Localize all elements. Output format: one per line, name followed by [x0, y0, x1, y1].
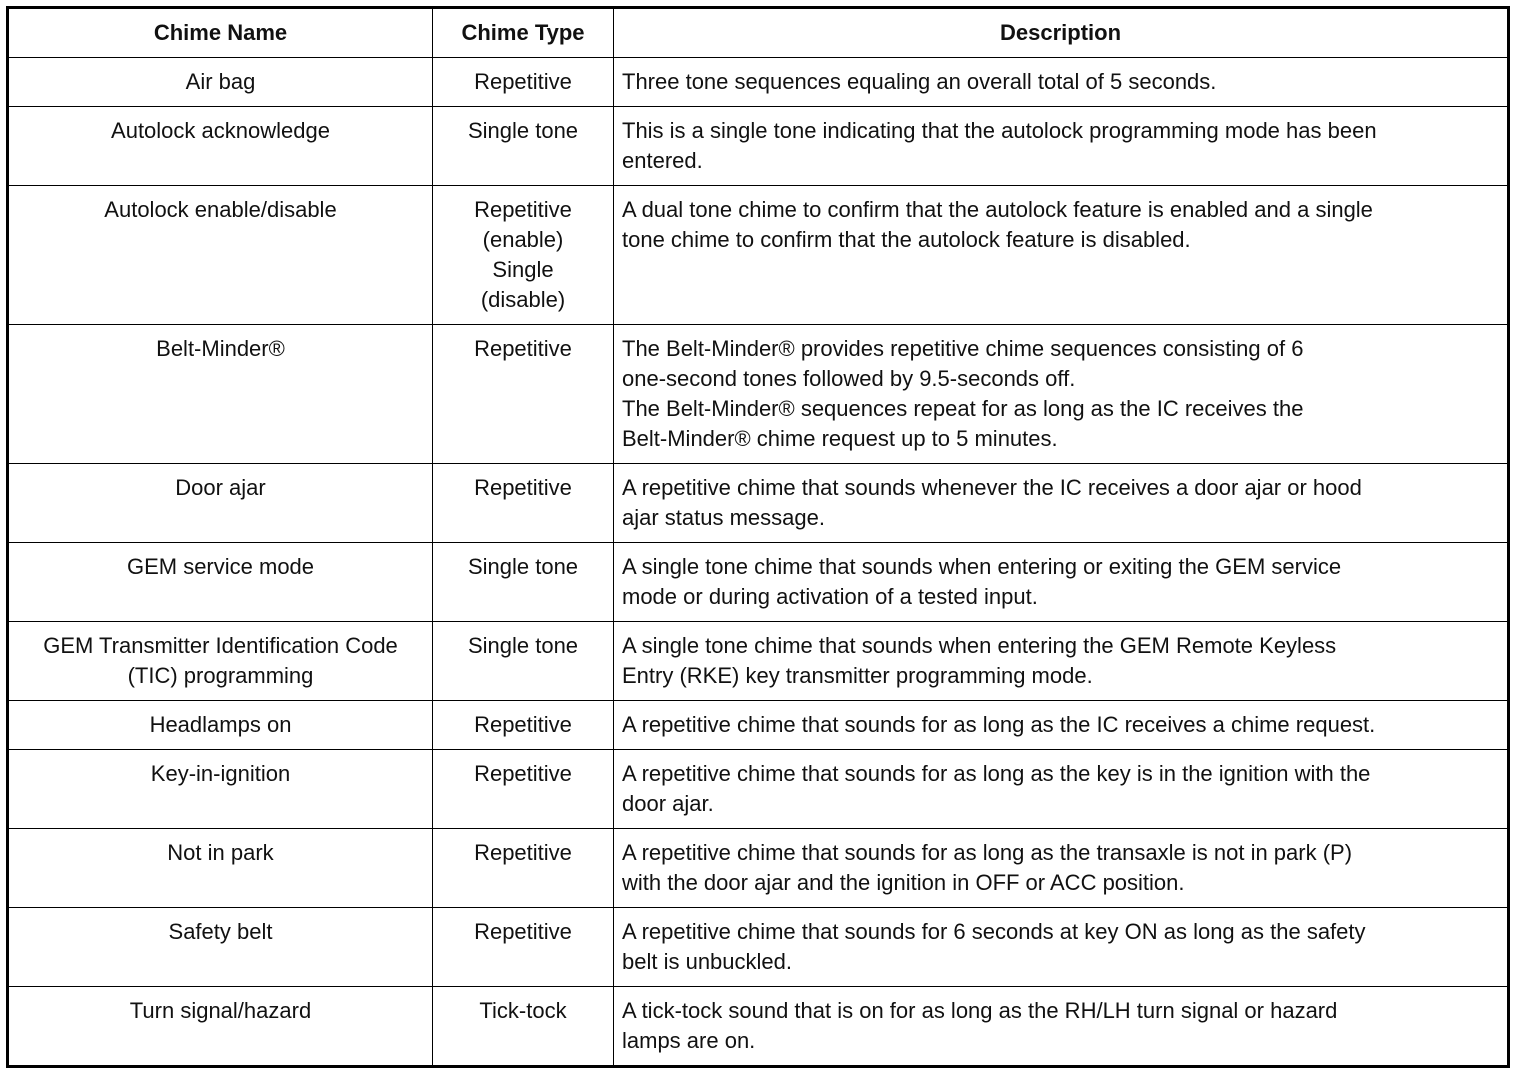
chime-type-text: Repetitive: [474, 69, 572, 94]
description-cell: [614, 58, 1509, 107]
chime-table: [6, 6, 1510, 1068]
chime-type-text: Repetitive: [474, 761, 572, 786]
description-text: The Belt-Minder® sequences repeat for as long as the IC receives the: [622, 396, 1304, 421]
chime-name-cell: [8, 987, 433, 1067]
chime-name-cell: [8, 107, 433, 186]
chime-name-cell: [8, 58, 433, 107]
chime-type-text: (disable): [480, 287, 566, 312]
chime-type-cell: [433, 464, 614, 543]
description-text: with the door ajar and the ignition in OFF or ACC position.: [622, 870, 1185, 895]
table-row: [8, 543, 1509, 622]
chime-name-text: (TIC) programming: [127, 663, 314, 688]
chime-name-text: Safety belt: [168, 919, 273, 944]
chime-type-cell: [433, 622, 614, 701]
chime-name-text: Air bag: [185, 69, 256, 94]
description-text: entered.: [622, 148, 703, 173]
description-text: A tick-tock sound that is on for as long as the RH/LH turn signal or hazard: [622, 998, 1338, 1023]
table-row: [8, 750, 1509, 829]
table-row: [8, 186, 1509, 325]
chime-name-text: Turn signal/hazard: [129, 998, 312, 1023]
chime-type-cell: [433, 829, 614, 908]
description-text: belt is unbuckled.: [622, 949, 792, 974]
description-text: Three tone sequences equaling an overall total of 5 seconds.: [622, 69, 1217, 94]
description-text: A single tone chime that sounds when entering the GEM Remote Keyless: [622, 633, 1337, 658]
description-text: door ajar.: [622, 791, 714, 816]
chime-name-cell: [8, 186, 433, 325]
table-row: [8, 107, 1509, 186]
description-cell: [614, 186, 1509, 325]
table-row: [8, 987, 1509, 1067]
chime-type-text: Single tone: [467, 633, 579, 658]
description-text: A single tone chime that sounds when entering or exiting the GEM service: [622, 554, 1342, 579]
chime-name-text: Door ajar: [175, 475, 266, 500]
description-cell: [614, 325, 1509, 464]
description-text: A repetitive chime that sounds for as long as the IC receives a chime request.: [622, 712, 1376, 737]
description-cell: [614, 464, 1509, 543]
chime-type-cell: [433, 750, 614, 829]
chime-name-text: Headlamps on: [149, 712, 292, 737]
chime-name-text: Autolock enable/disable: [104, 197, 337, 222]
description-text: mode or during activation of a tested input.: [622, 584, 1038, 609]
description-text: This is a single tone indicating that the autolock programming mode has been: [622, 118, 1377, 143]
chime-type-cell: [433, 701, 614, 750]
chime-type-text: (enable): [482, 227, 564, 252]
table-body: [8, 58, 1509, 1067]
chime-type-cell: [433, 107, 614, 186]
chime-name-cell: [8, 750, 433, 829]
header-chime-type: Chime Type: [433, 8, 614, 58]
chime-type-cell: [433, 908, 614, 987]
chime-name-text: Autolock acknowledge: [111, 118, 330, 143]
chime-name-text: Belt-Minder®: [156, 336, 285, 361]
description-text: A repetitive chime that sounds for as long as the key is in the ignition with the: [622, 761, 1371, 786]
chime-name-cell: [8, 701, 433, 750]
chime-name-cell: [8, 543, 433, 622]
description-text: The Belt-Minder® provides repetitive chime sequences consisting of 6: [622, 336, 1304, 361]
chime-type-cell: [433, 543, 614, 622]
description-cell: [614, 622, 1509, 701]
chime-type-cell: [433, 325, 614, 464]
description-cell: [614, 107, 1509, 186]
chime-type-text: Repetitive: [474, 197, 572, 222]
description-text: A repetitive chime that sounds whenever the IC receives a door ajar or hood: [622, 475, 1362, 500]
description-cell: [614, 908, 1509, 987]
header-description: Description: [614, 8, 1509, 58]
description-cell: [614, 543, 1509, 622]
table-row: [8, 701, 1509, 750]
chime-type-cell: [433, 987, 614, 1067]
chime-name-text: GEM Transmitter Identification Code: [43, 633, 398, 658]
chime-type-text: Single tone: [467, 118, 579, 143]
table-row: [8, 908, 1509, 987]
chime-name-cell: [8, 829, 433, 908]
table-row: [8, 622, 1509, 701]
description-cell: [614, 987, 1509, 1067]
description-text: one-second tones followed by 9.5-seconds off.: [622, 366, 1076, 391]
description-cell: [614, 750, 1509, 829]
chime-type-text: Repetitive: [474, 475, 572, 500]
chime-name-text: Key-in-ignition: [150, 761, 291, 786]
description-text: A repetitive chime that sounds for 6 seconds at key ON as long as the safety: [622, 919, 1366, 944]
description-text: A repetitive chime that sounds for as long as the transaxle is not in park (P): [622, 840, 1353, 865]
description-text: lamps are on.: [622, 1028, 756, 1053]
description-text: Entry (RKE) key transmitter programming mode.: [622, 663, 1093, 688]
description-text: tone chime to confirm that the autolock feature is disabled.: [622, 227, 1191, 252]
chime-type-text: Repetitive: [474, 840, 572, 865]
chime-type-text: Single: [492, 257, 554, 282]
chime-type-cell: [433, 186, 614, 325]
chime-name-cell: [8, 908, 433, 987]
chime-type-cell: [433, 58, 614, 107]
chime-type-text: Tick-tock: [479, 998, 567, 1023]
chime-name-text: Not in park: [167, 840, 274, 865]
chime-type-text: Single tone: [467, 554, 579, 579]
chime-name-cell: [8, 325, 433, 464]
header-chime-name: Chime Name: [8, 8, 433, 58]
description-cell: [614, 701, 1509, 750]
chime-name-text: GEM service mode: [126, 554, 315, 579]
chime-type-text: Repetitive: [474, 712, 572, 737]
chime-type-text: Repetitive: [474, 919, 572, 944]
description-text: Belt-Minder® chime request up to 5 minutes.: [622, 426, 1058, 451]
table-row: [8, 829, 1509, 908]
description-cell: [614, 829, 1509, 908]
table-row: [8, 464, 1509, 543]
table-row: [8, 325, 1509, 464]
chime-type-text: Repetitive: [474, 336, 572, 361]
table-row: [8, 58, 1509, 107]
chime-name-cell: [8, 464, 433, 543]
description-text: A dual tone chime to confirm that the autolock feature is enabled and a single: [622, 197, 1373, 222]
description-text: ajar status message.: [622, 505, 825, 530]
table-header-row: [8, 8, 1509, 58]
chime-name-cell: [8, 622, 433, 701]
